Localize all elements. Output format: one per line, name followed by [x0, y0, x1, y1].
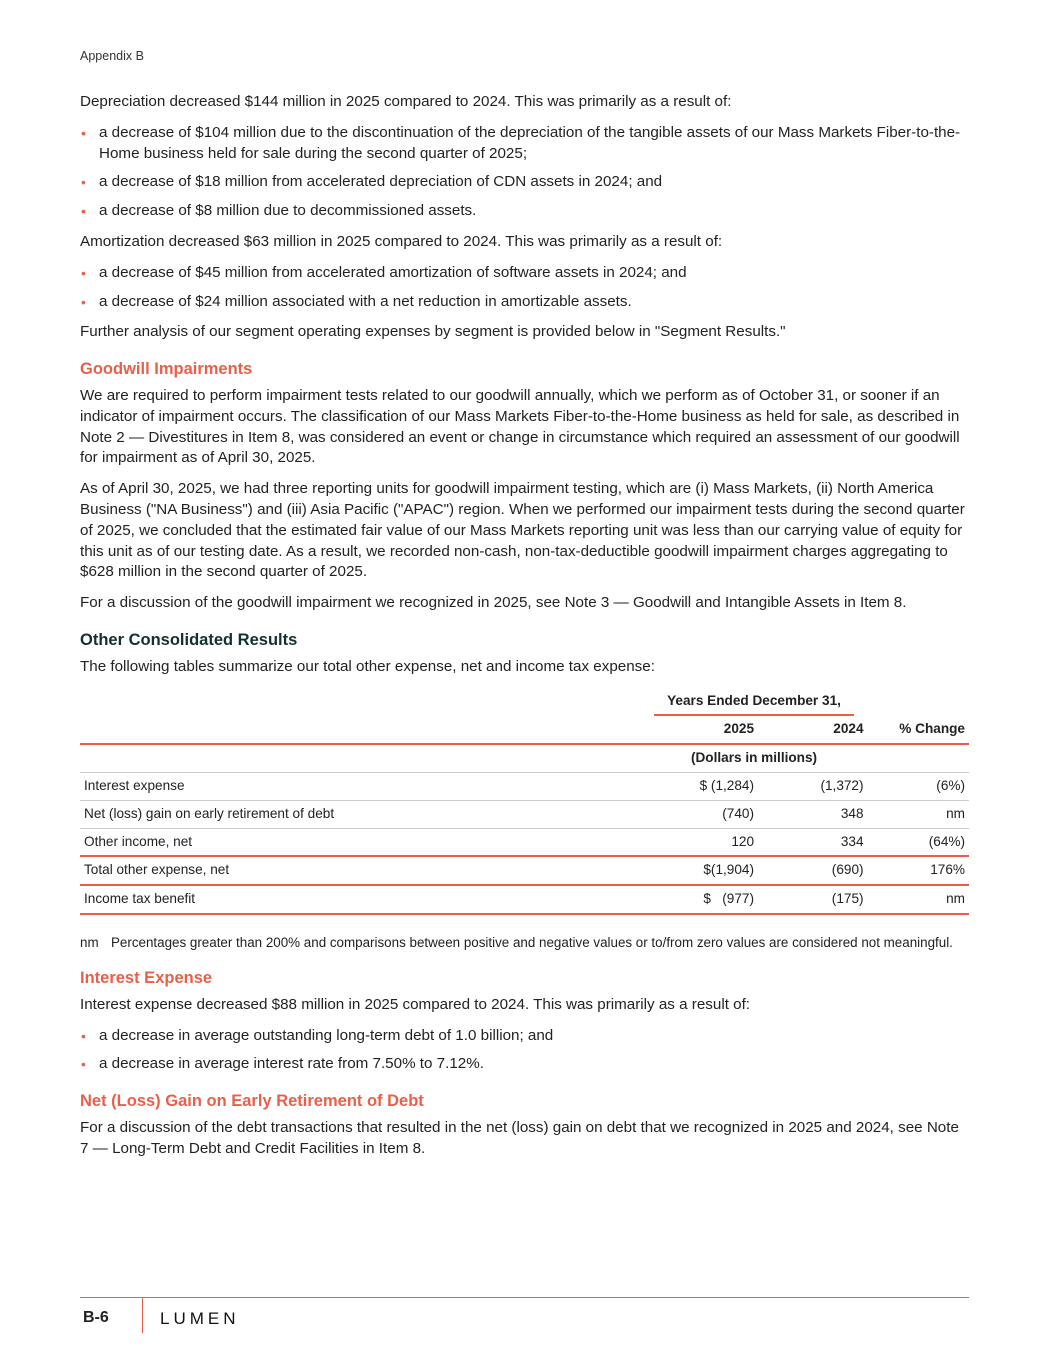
table-row: Interest expense $ (1,284) (1,372) (6%) [80, 772, 969, 800]
units-label: (Dollars in millions) [690, 750, 818, 766]
other-expense-table [80, 688, 969, 915]
bullet-icon: • [81, 264, 86, 281]
list-item: • a decrease of $8 million due to decommissioned assets. [80, 201, 969, 222]
depreciation-list [80, 123, 969, 222]
body [80, 92, 969, 1169]
further-analysis: Further analysis of our segment operating expenses by segment is provided below in "Segment Results." [80, 323, 786, 341]
table-row: Other income, net 120 334 (64%) [80, 828, 969, 856]
other-results-intro: The following tables summarize our total other expense, net and income tax expense: [80, 657, 655, 675]
list-item: • a decrease of $24 million associated with a net reduction in amortizable assets. [80, 292, 969, 313]
list-item: • a decrease of $104 million due to the discontinuation of the depreciation of the tangible assets of our Mass Markets Fiber-to-the-Home business held for sale during the second quarter of 2025; [81, 123, 961, 162]
depreciation-intro: Depreciation decreased $144 million in 2025 compared to 2024. This was primarily as a result of: [80, 93, 732, 110]
section-label: Appendix B [80, 49, 144, 63]
bullet-icon: • [81, 1056, 86, 1073]
goodwill-p3: For a discussion of the goodwill impairment we recognized in 2025, see Note 3 — Goodwill and Intangible Assets in Item 8. [80, 594, 907, 612]
other-results-heading: Other Consolidated Results [80, 630, 298, 649]
col-2025: 2025 [723, 721, 755, 737]
footer-divider [80, 1297, 969, 1298]
goodwill-p1: We are required to perform impairment tests related to our goodwill annually, which we perform as of October 31, or sooner if an indicator of impairment occurs. The classification of our Mass Markets Fiber-to-the-Home business as held for sale, as described in Note 2 — Divestitures in Item 8, was considered an event or change in circumstance which required an assessment of our goodwill for impairment as of April 30, 2025. [80, 386, 960, 467]
lumen-logo: LUMEN [160, 1309, 240, 1328]
netloss-heading: Net (Loss) Gain on Early Retirement of Debt [80, 1092, 424, 1111]
footer-vertical-divider [142, 1297, 143, 1333]
bullet-icon: • [81, 124, 86, 141]
list-item: • a decrease of $45 million from accelerated amortization of software assets in 2024; and [80, 263, 969, 284]
amortization-intro: Amortization decreased $63 million in 2025 compared to 2024. This was primarily as a result of: [80, 232, 723, 250]
table-footnote: nm Percentages greater than 200% and comparisons between positive and negative values or to/from zero values are considered not meaningful. [80, 934, 953, 950]
interest-heading: Interest Expense [80, 968, 213, 987]
bullet-icon: • [81, 293, 86, 310]
bullet-icon: • [81, 174, 86, 191]
interest-list [80, 1026, 969, 1076]
table-row: Total other expense, net $(1,904) (690) 176% [80, 856, 969, 885]
table-row: Income tax benefit $ (977) (175) nm [80, 885, 969, 914]
netloss-paragraph: For a discussion of the debt transactions that resulted in the net (loss) gain on debt that we recognized in 2025 and 2024, see Note 7 — Long-Term Debt and Credit Facilities in Item 8. [80, 1118, 959, 1157]
bullet-icon: • [81, 203, 86, 220]
interest-intro: Interest expense decreased $88 million in 2025 compared to 2024. This was primarily as a result of: [80, 995, 751, 1013]
page-number: B-6 [83, 1309, 109, 1326]
list-item: • a decrease in average interest rate from 7.50% to 7.12%. [80, 1054, 969, 1075]
list-item: • a decrease in average outstanding long-term debt of 1.0 billion; and [80, 1026, 969, 1047]
col-change: % Change [899, 721, 965, 737]
goodwill-p2: As of April 30, 2025, we had three reporting units for goodwill impairment testing, which are (i) Mass Markets, (ii) North America Business ("NA Business") and (iii) Asia Pacific ("APAC") region. When we performed our impairment tests during the second quarter of 2025, we concluded that the estimated fair value of our Mass Markets reporting unit was less than our carrying value of equity for this unit as of our testing date. As a result, we recorded non-cash, non-tax-deductible goodwill impairment charges aggregating to $628 million in the second quarter of 2025. [80, 480, 965, 581]
col-2024: 2024 [833, 721, 864, 737]
table-row: Net (loss) gain on early retirement of debt (740) 348 nm [80, 800, 969, 828]
years-header: Years Ended December 31, [654, 688, 854, 717]
list-item: • a decrease of $18 million from accelerated depreciation of CDN assets in 2024; and [80, 172, 969, 193]
bullet-icon: • [81, 1027, 86, 1044]
amortization-list [80, 263, 969, 313]
goodwill-heading: Goodwill Impairments [80, 360, 253, 379]
